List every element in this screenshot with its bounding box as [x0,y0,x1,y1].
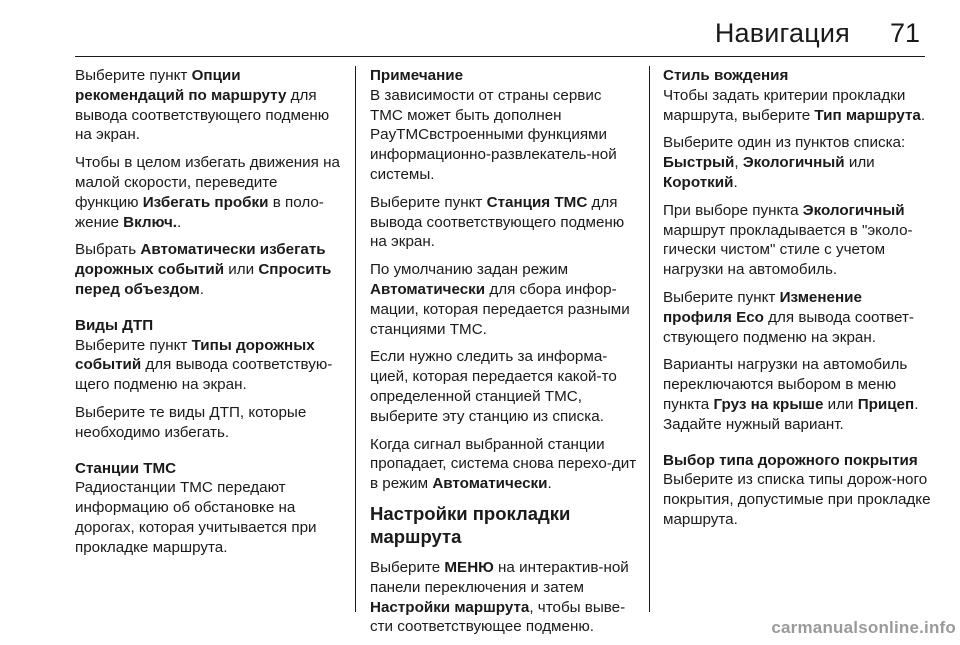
column-3 [663,66,933,538]
menu-term: Настройки маршрута [370,598,530,616]
paragraph: Выберите один из пунктов списка: Быстрый, Экологичный или Короткий. [663,134,906,191]
note-title: Примечание [370,67,464,84]
paragraph: Если нужно следить за информа-цией, которая передается какой-то определенной станцией TMC, выберите эту станцию из списка. [370,348,617,425]
paragraph: Чтобы в целом избегать движения на малой скорости, переведите функцию Избегать пробки в поло-жение Включ.. [75,154,340,231]
subheading-tmc: Станции TMC [75,459,177,477]
menu-term: Автоматически [432,475,548,493]
page-title: Навигация [714,18,850,48]
menu-term: Груз на крыше [713,395,824,413]
paragraph: Выберите из списка типы дорож-ного покрытия, допустимые при прокладке маршрута. [663,471,931,528]
paragraph: Радиостанции TMC передают информацию об обстановке на дорогах, которая учитывается при прокладке маршрута. [75,479,317,556]
paragraph: При выборе пункта Экологичный маршрут прокладывается в "эколо-гически чистом" стиле с учетом нагрузки на автомобиль. [663,201,913,279]
header-divider [75,56,925,57]
menu-term: Включ. [123,213,177,231]
column-1 [75,66,343,566]
menu-term: Короткий [663,173,734,191]
paragraph: Выберите пункт Станция TMC для вывода соответствующего подменю на экран. [370,193,625,251]
paragraph: Выберите пункт Изменение профиля Eco для вывода соответ-ствующего подменю на экран. [663,288,914,346]
page-header [0,18,960,58]
menu-term: Избегать пробки [142,193,269,211]
paragraph: Выбрать Автоматически избегать дорожных событий или Спросить перед объездом. [75,241,332,298]
menu-term: Автоматически избегать дорожных событий [75,241,326,279]
column-divider-1 [355,66,356,612]
menu-term: МЕНЮ [444,558,494,576]
menu-term: Экологичный [742,154,845,172]
menu-term: Экологичный [802,201,905,219]
menu-term: Изменение профиля Eco [663,288,862,326]
menu-term: Автоматически [370,280,486,298]
paragraph: Выберите те виды ДТП, которые необходимо избегать. [75,403,307,441]
menu-term: Быстрый [663,154,735,172]
menu-term: Опции рекомендаций по маршруту [75,67,287,104]
paragraph: Выберите МЕНЮ на интерактив-ной панели переключения и затем Настройки маршрута, чтобы выве-сти соответствующее подменю. [370,558,629,636]
subheading-dtp: Виды ДТП [75,316,154,334]
paragraph: Выберите пункт Опции рекомендаций по маршруту для вывода соответствующего подменю на экран. [75,67,330,144]
menu-term: Прицеп [857,395,915,413]
section-heading-route-settings: Настройки прокладки маршрута [370,502,571,547]
menu-term: Станция TMC [486,193,588,211]
subheading-road-surface: Выбор типа дорожного покрытия [663,451,918,469]
column-2 [370,66,638,645]
paragraph: По умолчанию задан режим Автоматически для сбора инфор-мации, которая передается разными станциями TMC. [370,261,630,338]
menu-term: Тип маршрута [814,106,921,124]
menu-term: Спросить перед объездом [75,261,332,298]
paragraph: Варианты нагрузки на автомобиль переключаются выбором в меню пункта Груз на крыше или Прицеп. Задайте нужный вариант. [663,356,919,433]
paragraph: Когда сигнал выбранной станции пропадает, система снова перехо-дит в режим Автоматически. [370,435,637,493]
note-text: В зависимости от страны сервис TMC может быть дополнен PayTMCвстроенными функциями информационно-развлекатель-ной системы. [370,86,617,183]
paragraph: Чтобы задать критерии прокладки маршрута, выберите Тип маршрута. [663,86,926,124]
paragraph: Выберите пункт Типы дорожных событий для вывода соответствую-щего подменю на экран. [75,336,333,394]
watermark: carmanualsonline.info [771,618,956,637]
subheading-driving-style: Стиль вождения [663,67,789,84]
menu-term: Типы дорожных событий [75,336,315,374]
page-number: 71 [889,18,920,48]
column-divider-2 [649,66,650,612]
